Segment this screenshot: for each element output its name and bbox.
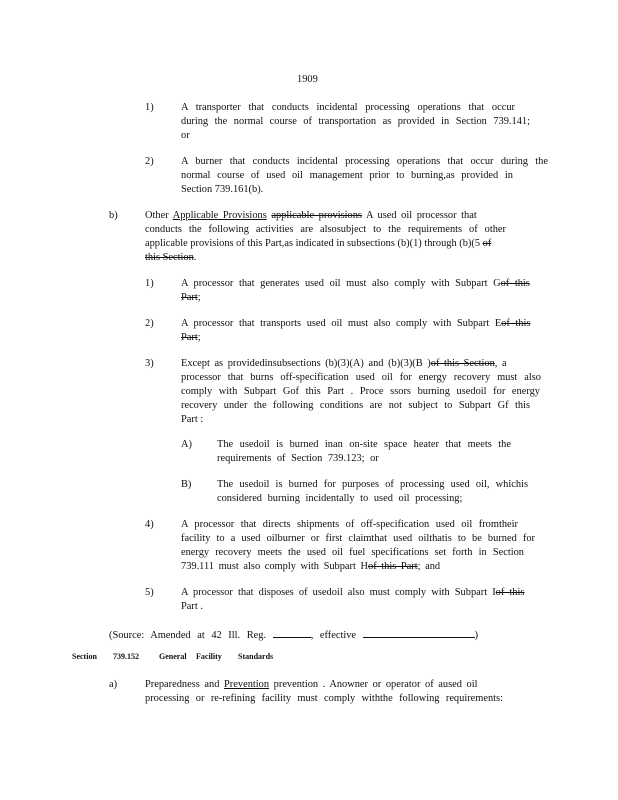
item-b3-line2: processor that burns off-specification used oil for energy recovery must also [181,372,541,383]
struck-text: of this [495,587,525,598]
item-b4-line1: A processor that directs shipments of off-specification used oil fromtheir [181,519,518,530]
item-a1-label: 1) [145,102,154,113]
subsection-b-line3: applicable provisions of this Part,as indicated in subsections (b)(1) through (b)(5 of [145,238,492,249]
subsection-b-line1: Other Applicable Provisions applicable provisions A used oil processor that [145,210,477,221]
subsection-b-line4: this Section. [145,252,197,263]
source-blank-date [363,626,475,638]
item-b3b-line2: considered burning incidentally to used oil processing; [217,493,463,504]
inserted-text: Applicable Provisions [172,210,267,221]
item-b3-label: 3) [145,358,154,369]
page-number: 1909 [297,74,318,85]
item-b4-label: 4) [145,519,154,530]
item-b5-line2: Part . [181,601,203,612]
item-b5-label: 5) [145,587,154,598]
section-title-facility: Facility [196,652,222,661]
item-b2-label: 2) [145,318,154,329]
item-a2-line3: Section 739.161(b). [181,184,264,195]
item-b3b-line1: The usedoil is burned for purposes of processing used oil, whichis [217,479,528,490]
item-a1-line3: or [181,130,190,141]
subsection-a-label: a) [109,679,118,690]
subsection-b-line2: conducts the following activities are alsosubject to the requirements of other [145,224,506,235]
item-b4-line2: facility to a used oilburner or first claimthat used oilthatis to be burned for [181,533,535,544]
item-b4-line3: energy recovery meets the used oil fuel specifications set forth in Section [181,547,524,558]
item-b2-line1: A processor that transports used oil must also comply with Subpart Eof this [181,318,531,329]
item-a2-label: 2) [145,156,154,167]
item-b3a-line2: requirements of Section 739.123; or [217,453,379,464]
item-b1-line1: A processor that generates used oil must also comply with Subpart Gof this [181,278,530,289]
item-a1-line2: during the normal course of transportation as provided in Section 739.141; [181,116,530,127]
source-blank-reg [273,626,311,638]
subsection-b-label: b) [109,210,118,221]
item-a2-line1: A burner that conducts incidental processing operations that occur during the [181,156,548,167]
struck-text: applicable provisions [271,210,362,221]
inserted-text: Prevention [224,679,270,690]
item-b5-line1: A processor that disposes of usedoil also must comply with Subpart Iof this [181,587,525,598]
struck-text: this Section [145,252,194,263]
struck-text: of [482,238,492,249]
section-number: 739.152 [113,652,139,661]
struck-text: Part [181,292,198,303]
struck-text: of this [500,278,530,289]
section-word: Section [72,652,97,661]
item-b3a-label: A) [181,439,192,450]
item-b4-line4: 739.111 must also comply with Subpart Hof this Part; and [181,561,441,572]
struck-text: of this [501,318,531,329]
item-b3-line1: Except as providedinsubsections (b)(3)(A) and (b)(3)(B )of this Section, a [181,358,507,369]
item-b3-line4: recovery under the following conditions are not subject to Subpart Gf this [181,400,530,411]
source-note: (Source: Amended at 42 Ill. Reg. , effective ) [109,626,478,643]
subsection-a-line2: processing or re-refining facility must comply withthe following requirements: [145,693,503,704]
item-a2-line2: normal course of used oil management prior to burning,as provided in [181,170,513,181]
item-b2-line2: Part; [181,332,201,343]
item-b3-line5: Part : [181,414,204,425]
section-title-standards: Standards [238,652,274,661]
struck-text: of this Section [430,358,495,369]
subsection-a-line1: Preparedness and Prevention prevention . Anowner or operator of aused oil [145,679,478,690]
item-b1-label: 1) [145,278,154,289]
item-a1-line1: A transporter that conducts incidental processing operations that occur [181,102,515,113]
item-b3-line3: comply with Subpart Gof this Part . Proce ssors burning usedoil for energy [181,386,540,397]
item-b3a-line1: The usedoil is burned inan on-site space heater that meets the [217,439,511,450]
item-b1-line2: Part; [181,292,201,303]
section-title-general: General [159,652,187,661]
struck-text: of this Part [368,561,418,572]
struck-text: Part [181,332,198,343]
item-b3b-label: B) [181,479,192,490]
